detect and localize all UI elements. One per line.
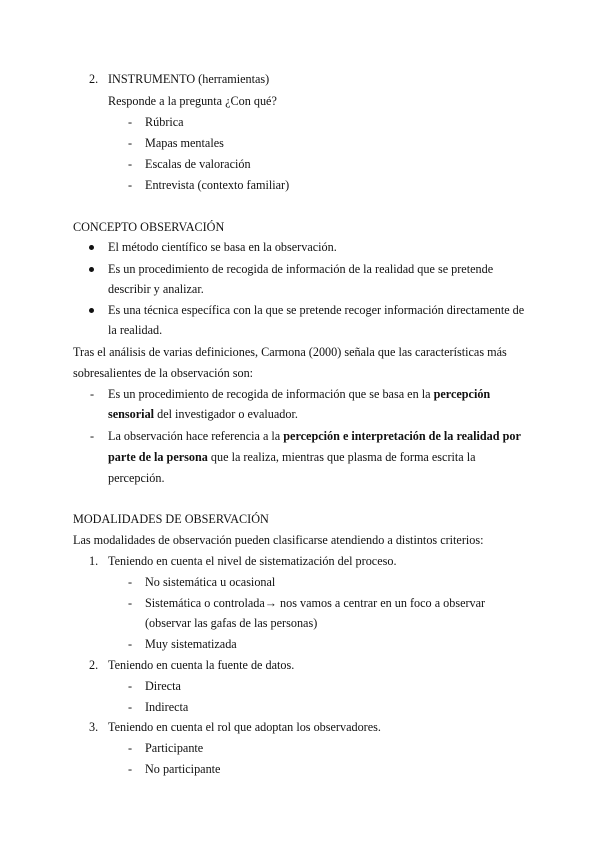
dash-marker: - (128, 178, 133, 192)
criterion-label: Teniendo en cuenta la fuente de datos. (108, 658, 295, 672)
bold-text: parte de la persona (108, 450, 208, 464)
bold-text: sensorial (108, 407, 155, 421)
dash-marker: - (128, 136, 133, 150)
list-item: Rúbrica (145, 115, 184, 129)
list-number: 3. (89, 720, 99, 734)
list-item: Sistemática o controlada→ nos vamos a centrar en un foco a observar (145, 596, 486, 610)
dash-marker: - (128, 637, 133, 651)
plain-text: que la realiza, mientras que plasma de forma escrita la (207, 450, 476, 464)
bullet-icon (89, 245, 94, 250)
bullet-icon (89, 267, 94, 272)
dash-marker: - (128, 679, 133, 693)
characteristic-line (108, 407, 298, 422)
characteristic-line (108, 429, 521, 444)
paragraph-line: Tras el análisis de varias definiciones, Carmona (2000) señala que las características más (73, 345, 507, 359)
characteristic-line (108, 387, 490, 402)
bullet-item-line: Es una técnica específica con la que se pretende recoger información directamente de (108, 303, 525, 317)
list-item: No sistemática u ocasional (145, 575, 276, 589)
bullet-item-line: la realidad. (108, 323, 163, 337)
bullet-item-line: describir y analizar. (108, 282, 204, 296)
section-heading-modalidades: MODALIDADES DE OBSERVACIÓN (73, 512, 269, 526)
plain-text: La observación hace referencia a la (108, 429, 284, 443)
bullet-item-line: El método científico se basa en la observación. (108, 240, 337, 254)
dash-marker: - (128, 575, 133, 589)
section-heading-instrumento: INSTRUMENTO (herramientas) (108, 72, 270, 86)
bold-text: percepción (433, 387, 491, 401)
dash-marker: - (128, 596, 133, 610)
list-item: No participante (145, 762, 221, 776)
list-item: Escalas de valoración (145, 157, 251, 171)
paragraph-line: sobresalientes de la observación son: (73, 366, 254, 380)
list-item: Indirecta (145, 700, 189, 714)
list-item: Directa (145, 679, 181, 693)
dash-marker: - (90, 387, 95, 401)
list-item-continuation: (observar las gafas de las personas) (145, 616, 318, 630)
bullet-icon (89, 308, 94, 313)
bold-text: percepción e interpretación de la realidad por (283, 429, 521, 443)
plain-text: del investigador o evaluador. (154, 407, 298, 421)
list-number: 2. (89, 658, 99, 672)
list-item: Entrevista (contexto familiar) (145, 178, 290, 192)
dash-marker: - (128, 157, 133, 171)
characteristic-line: percepción. (108, 471, 165, 485)
list-number: 1. (89, 554, 99, 568)
list-item: Participante (145, 741, 204, 755)
list-number: 2. (89, 72, 99, 86)
characteristic-line (108, 450, 476, 465)
instrumento-question: Responde a la pregunta ¿Con qué? (108, 94, 277, 108)
plain-text: Es un procedimiento de recogida de información que se basa en la (108, 387, 434, 401)
bullet-item-line: Es un procedimiento de recogida de información de la realidad que se pretende (108, 262, 494, 276)
dash-marker: - (128, 762, 133, 776)
paragraph-line: Las modalidades de observación pueden clasificarse atendiendo a distintos criterios: (73, 533, 484, 547)
criterion-label: Teniendo en cuenta el rol que adoptan los observadores. (108, 720, 381, 734)
dash-marker: - (128, 115, 133, 129)
list-item: Mapas mentales (145, 136, 224, 150)
dash-marker: - (128, 741, 133, 755)
list-item: Muy sistematizada (145, 637, 237, 651)
section-heading-concepto: CONCEPTO OBSERVACIÓN (73, 220, 225, 234)
dash-marker: - (128, 700, 133, 714)
dash-marker: - (90, 429, 95, 443)
criterion-label: Teniendo en cuenta el nivel de sistematización del proceso. (108, 554, 397, 568)
